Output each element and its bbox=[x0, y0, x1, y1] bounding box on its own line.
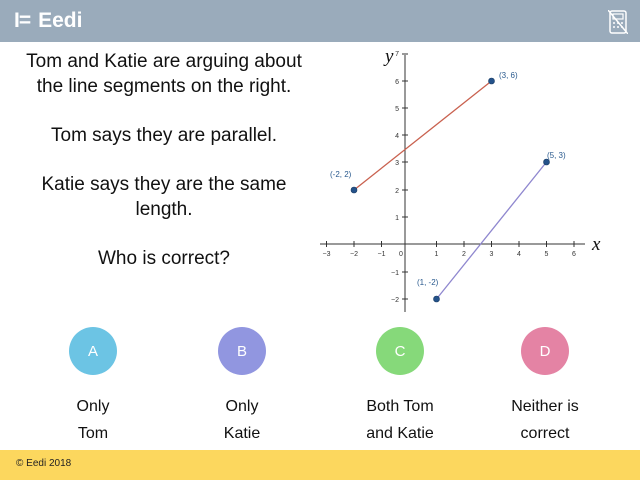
segment-red bbox=[354, 81, 492, 190]
question-line-2: Tom says they are parallel. bbox=[51, 125, 277, 146]
option-a[interactable] bbox=[33, 327, 153, 447]
header-bar bbox=[0, 0, 640, 42]
y-tick-label: −2 bbox=[391, 297, 399, 304]
x-tick-label: 4 bbox=[517, 251, 521, 258]
logo-text: Eedi bbox=[38, 9, 83, 32]
logo-mark: I= bbox=[14, 9, 31, 32]
option-b-text-line-1: Only bbox=[225, 398, 259, 415]
option-b[interactable] bbox=[182, 327, 302, 447]
option-a-text-line-1: Only bbox=[76, 398, 110, 415]
option-c-text-line-1: Both Tom bbox=[366, 398, 434, 415]
segment-blue bbox=[434, 162, 547, 299]
calculator-crossed-icon[interactable] bbox=[608, 10, 628, 34]
y-tick-label: −1 bbox=[391, 270, 399, 277]
option-b-button[interactable]: B bbox=[218, 327, 266, 375]
y-tick-label: 2 bbox=[395, 188, 399, 195]
point-3-6 bbox=[489, 78, 495, 84]
question-line-4: Who is correct? bbox=[98, 248, 230, 269]
point-label: (5, 3) bbox=[547, 151, 566, 160]
option-d-text-line-1: Neither is bbox=[511, 398, 579, 415]
question-text bbox=[14, 49, 314, 295]
x-tick-label: −1 bbox=[377, 251, 386, 258]
point-label: (1, -2) bbox=[417, 278, 439, 287]
copyright-text: © Eedi 2018 bbox=[16, 458, 72, 469]
point-neg2-2 bbox=[351, 187, 357, 193]
footer-bar bbox=[0, 450, 640, 480]
x-tick-label: 2 bbox=[462, 251, 466, 258]
option-a-button[interactable]: A bbox=[69, 327, 117, 375]
y-tick-label: 6 bbox=[395, 79, 399, 86]
x-tick-label: −2 bbox=[350, 251, 358, 258]
y-tick-label: 7 bbox=[395, 51, 399, 58]
point-label: (3, 6) bbox=[499, 71, 518, 80]
point-label: (-2, 2) bbox=[330, 170, 352, 179]
x-tick-label: 5 bbox=[544, 251, 549, 258]
option-b-label bbox=[182, 393, 302, 447]
x-tick-label: 0 bbox=[399, 251, 403, 258]
eedi-logo[interactable] bbox=[14, 8, 82, 34]
y-tick-label: 1 bbox=[395, 215, 399, 222]
y-axis-label: y bbox=[385, 46, 394, 67]
x-axis-label: x bbox=[592, 234, 601, 255]
option-a-label bbox=[33, 393, 153, 447]
point-1-neg2 bbox=[434, 296, 440, 302]
option-d-button[interactable]: D bbox=[521, 327, 569, 375]
y-tick-label: 5 bbox=[395, 106, 399, 113]
y-tick-label: 4 bbox=[395, 133, 399, 140]
option-c[interactable] bbox=[340, 327, 460, 447]
y-tick-label: 3 bbox=[395, 160, 399, 167]
option-a-text-line-2: Tom bbox=[77, 425, 109, 442]
x-tick-label: 6 bbox=[572, 251, 576, 258]
question-line-1: Tom and Katie are arguing about the line segments on the right. bbox=[26, 51, 302, 97]
option-b-text-line-2: Katie bbox=[223, 425, 261, 442]
coordinate-graph bbox=[310, 42, 610, 322]
option-c-text-line-2: and Katie bbox=[366, 425, 434, 442]
question-line-3: Katie says they are the same length. bbox=[41, 174, 287, 220]
x-tick-label: −3 bbox=[322, 251, 331, 258]
option-d-label bbox=[485, 393, 605, 447]
option-d[interactable] bbox=[485, 327, 605, 447]
x-tick-label: 1 bbox=[434, 251, 439, 258]
x-tick-label: 3 bbox=[489, 251, 494, 258]
option-c-button[interactable]: C bbox=[376, 327, 424, 375]
option-d-text-line-2: correct bbox=[520, 425, 570, 442]
option-c-label bbox=[340, 393, 460, 447]
